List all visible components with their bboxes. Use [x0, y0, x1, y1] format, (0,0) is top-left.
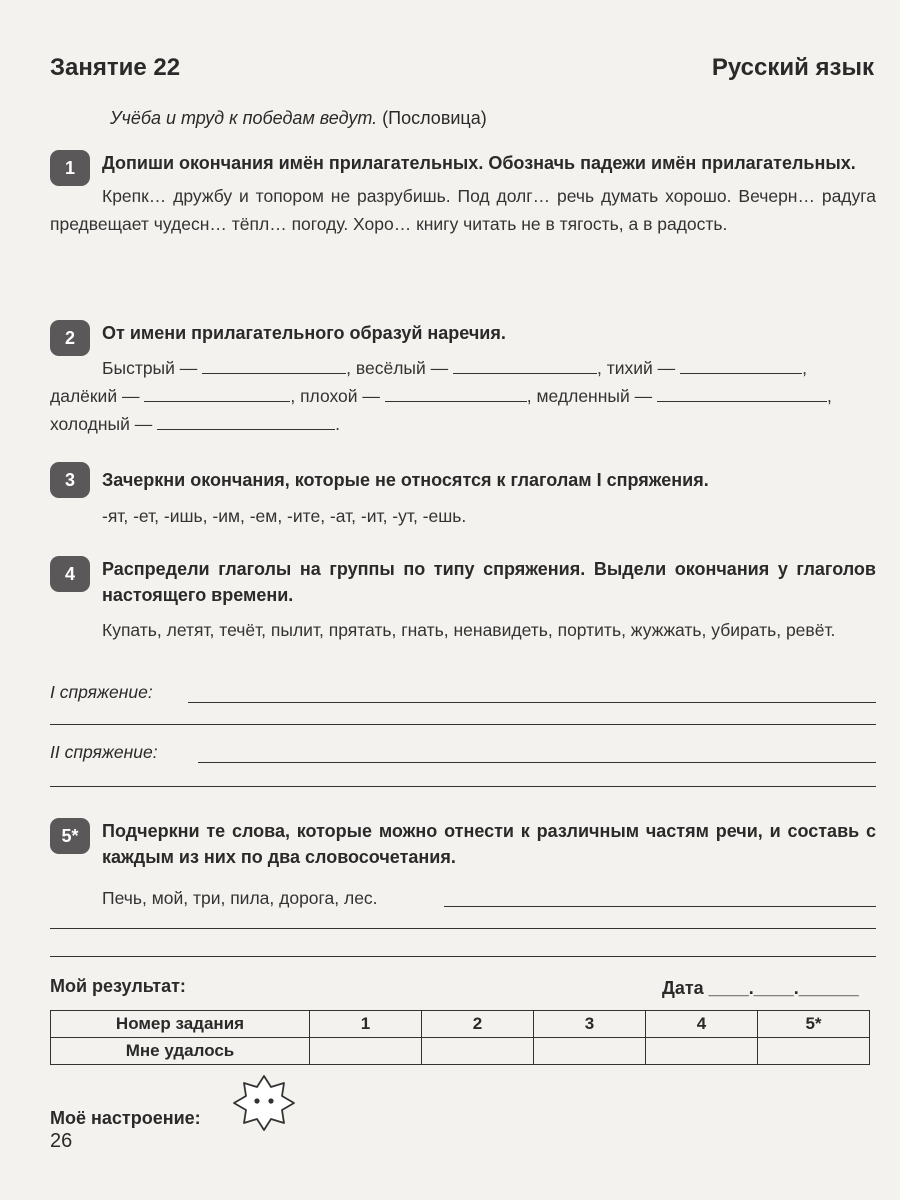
- answer-blank-fast[interactable]: [202, 355, 346, 374]
- table-row: [51, 1038, 870, 1065]
- answer-blank-far[interactable]: [144, 383, 290, 402]
- adjective-cheerful: , весёлый —: [346, 358, 449, 378]
- proverb-text: Учёба и труд к победам ведут.: [110, 108, 378, 128]
- task-column-1: 1: [310, 1011, 422, 1038]
- task-5-line[interactable]: [444, 886, 876, 907]
- adjective-bad: , плохой —: [290, 386, 380, 406]
- period: .: [335, 414, 340, 434]
- task-column-3: 3: [534, 1011, 646, 1038]
- result-cell[interactable]: [310, 1038, 422, 1065]
- adjective-slow: , медленный —: [526, 386, 653, 406]
- task-2-title: От имени прилагательного образуй наречия.: [102, 323, 506, 343]
- task-2-body: [50, 354, 876, 438]
- task-3: [50, 462, 876, 530]
- task-4: [50, 556, 876, 644]
- subject-title: Русский язык: [711, 54, 874, 81]
- task-1: [50, 150, 876, 238]
- task-5-line-2[interactable]: [50, 910, 876, 929]
- mood-star-icon[interactable]: [232, 1074, 296, 1132]
- answer-blank-quiet[interactable]: [680, 355, 802, 374]
- task-1-text: Крепк… дружбу и топором не разрубишь. Под долг… речь думать хорошо. Вечерн… радуга предвещает чудесн… тёпл… погоду. Хоро… книгу читать не в тягость, а в радость.: [50, 186, 876, 234]
- table-row-label: Мне удалось: [51, 1038, 310, 1065]
- task-column-2: 2: [422, 1011, 534, 1038]
- task-4-title: Распредели глаголы на группы по типу спряжения. Выдели окончания у глаголов настоящего времени.: [102, 559, 876, 605]
- result-cell[interactable]: [422, 1038, 534, 1065]
- my-result-label: Мой результат:: [50, 976, 186, 996]
- proverb-source: (Пословица): [382, 108, 487, 128]
- task-4-number: 4: [50, 556, 90, 592]
- task-column-5: 5*: [758, 1011, 870, 1038]
- mood-label: Моё настроение:: [50, 1108, 201, 1128]
- task-5-number: 5*: [50, 818, 90, 854]
- task-5-title: Подчеркни те слова, которые можно отнести к различным частям речи, и составь с каждым из них по два словосочетания.: [102, 821, 876, 867]
- page-number: 26: [50, 1130, 73, 1152]
- conjugation-1-line-2[interactable]: [50, 706, 876, 725]
- conjugation-1-label: I спряжение:: [50, 682, 153, 702]
- task-3-title: Зачеркни окончания, которые не относятся к глаголам I спряжения.: [102, 470, 709, 490]
- task-1-number: 1: [50, 150, 90, 186]
- adjective-quiet: , тихий —: [597, 358, 676, 378]
- conjugation-2-line-2[interactable]: [50, 768, 876, 787]
- task-5-line-3[interactable]: [50, 938, 876, 957]
- task-5: [50, 818, 876, 870]
- result-cell[interactable]: [534, 1038, 646, 1065]
- task-3-endings: -ят, -ет, -ишь, -им, -ем, -ите, -ат, -ит, -ут, -ешь.: [102, 506, 467, 526]
- table-row-label: Номер задания: [51, 1011, 310, 1038]
- conjugation-1-line[interactable]: [188, 682, 876, 703]
- task-4-verbs: Купать, летят, течёт, пылит, прятать, гнать, ненавидеть, портить, жужжать, убирать, ревёт.: [102, 620, 836, 640]
- answer-blank-cheerful[interactable]: [453, 355, 597, 374]
- comma: ,: [826, 386, 832, 406]
- task-2: [50, 320, 876, 438]
- result-cell[interactable]: [758, 1038, 870, 1065]
- task-column-4: 4: [646, 1011, 758, 1038]
- result-table: [50, 1010, 870, 1065]
- answer-blank-slow[interactable]: [657, 383, 827, 402]
- answer-blank-cold[interactable]: [157, 411, 335, 430]
- task-3-number: 3: [50, 462, 90, 498]
- adjective-cold: холодный —: [50, 414, 153, 434]
- date-field[interactable]: Дата ____.____.______: [662, 978, 859, 998]
- adjective-fast: Быстрый —: [102, 358, 198, 378]
- conjugation-2-line[interactable]: [198, 742, 876, 763]
- conjugation-2-label: II спряжение:: [50, 742, 158, 762]
- answer-blank-bad[interactable]: [385, 383, 527, 402]
- task-2-number: 2: [50, 320, 90, 356]
- task-1-title: Допиши окончания имён прилагательных. Обозначь падежи имён прилагательных.: [102, 153, 856, 173]
- table-row: [51, 1011, 870, 1038]
- lesson-title: Занятие 22: [50, 54, 181, 81]
- proverb: [110, 108, 487, 129]
- task-5-words: Печь, мой, три, пила, дорога, лес.: [102, 888, 378, 908]
- adjective-far: далёкий —: [50, 386, 140, 406]
- comma: ,: [802, 358, 807, 378]
- result-cell[interactable]: [646, 1038, 758, 1065]
